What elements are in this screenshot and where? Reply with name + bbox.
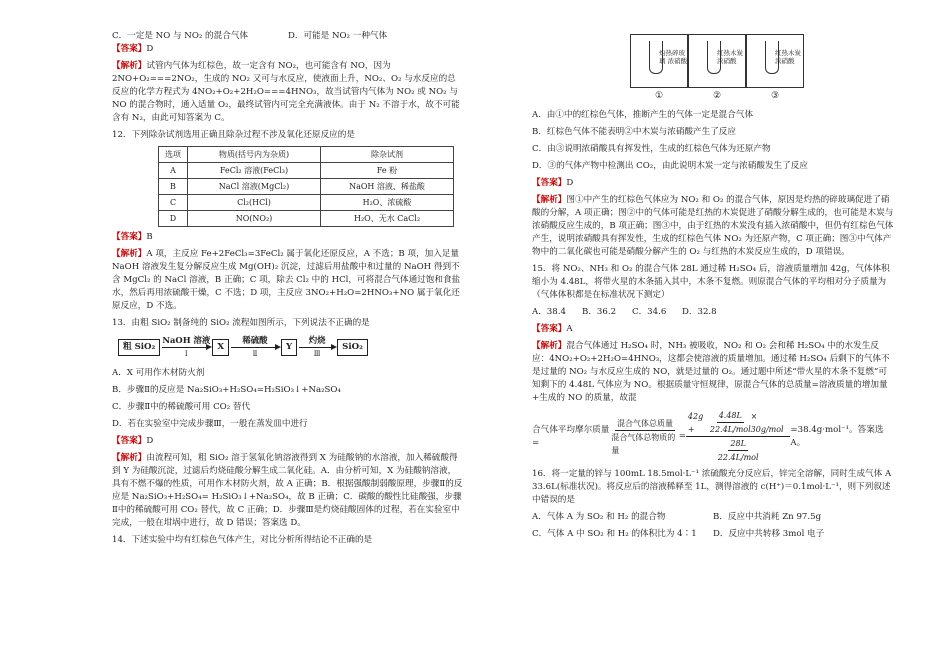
fraction-numerator: 混合气体总质量 — [615, 417, 675, 431]
experiment-tube-3 — [746, 34, 804, 88]
q13-option-a: A．X 可用作木材防火剂 — [112, 368, 205, 378]
table-header-cell: 物质(括号内为杂质) — [188, 147, 321, 163]
answer-11 — [112, 43, 464, 56]
flow-x-box: X — [212, 339, 229, 356]
flow-step-number: Ⅲ — [313, 350, 321, 358]
answer-tag: 【答案】 — [532, 324, 567, 334]
flow-arrow-3 — [299, 334, 335, 361]
experiment-tube-2 — [688, 34, 746, 88]
q14-option-a: A．由①中的红棕色气体，推断产生的气体一定是混合气体 — [532, 110, 754, 120]
option-c: C．一定是 NO 与 NO₂ 的混合气体 — [112, 31, 249, 41]
arrow-icon — [162, 347, 210, 348]
answer-tag: 【答案】 — [112, 44, 147, 54]
tube-number: ② — [712, 91, 722, 101]
answer-tag: 【答案】 — [112, 232, 147, 242]
molar-mass-formula — [532, 409, 894, 464]
option-d: D．32.8 — [682, 307, 717, 317]
left-column — [112, 30, 464, 551]
table-cell: A — [159, 163, 188, 179]
answer-value: B — [146, 232, 153, 242]
answer-14 — [532, 177, 894, 190]
question-14: 14．下述实验中均有红棕色气体产生，对比分析所得结论不正确的是 — [112, 535, 373, 545]
table-cell: H₂O、浓硫酸 — [321, 195, 454, 211]
explanation-tag: 【解析】 — [112, 249, 147, 259]
answer-value: D — [146, 44, 154, 54]
sio2-flow-diagram — [118, 334, 464, 361]
explanation-12 — [112, 248, 464, 313]
arrow-icon — [231, 347, 279, 348]
inner-fraction — [710, 409, 751, 436]
flow-step-number: Ⅰ — [184, 350, 188, 358]
answer-13 — [112, 435, 464, 448]
formula-tail: =38.4g·mol⁻¹。答案选 A。 — [790, 424, 884, 448]
fraction-denominator — [718, 437, 759, 464]
table-row — [159, 195, 454, 211]
inner-denominator: 22.4L/mol — [709, 425, 751, 434]
answer-tag: 【答案】 — [112, 436, 147, 446]
option-a: A．气体 A 为 SO₂ 和 H₂ 的混合物 — [532, 512, 666, 522]
table-cell: B — [159, 179, 188, 195]
tube-label: 红热木炭 浓硝酸 — [775, 49, 801, 65]
formula-fraction-2 — [686, 409, 791, 464]
option-b: B．反应中共消耗 Zn 97.5g — [713, 512, 822, 522]
table-header-row — [159, 147, 454, 163]
experiment-numbers — [630, 90, 894, 103]
question-12-table — [158, 146, 454, 227]
flow-start-box: 粗 SiO₂ — [118, 339, 160, 356]
table-cell: Fe 粉 — [321, 163, 454, 179]
explanation-13 — [112, 452, 464, 530]
explanation-text: 试管内气体为红棕色，故一定含有 NO₂，也可能含有 NO，因为 2NO+O₂===2NO₂，生成的 NO₂ 又可与水反应，使液面上升，NO₂、O₂ 与水反应的总反应的化学方程式为 4NO₂+O₂+2H₂O===4HNO₃，故当试管内气体为 NO₂ 或 NO₂ 与 NO 的混合物时，通入适量 O₂，最终试管内可完全充满液体。由于 N₂ 不溶于水，故不可能含有 N₂，由此可知答案为 C。 — [112, 61, 460, 123]
answer-value: D — [566, 178, 574, 188]
tube-label: 灼热碎玻璃 浓硝酸 — [659, 49, 688, 65]
inner-denominator: 22.4L/mol — [717, 453, 759, 462]
explanation-14 — [532, 194, 894, 259]
flow-y-box: Y — [281, 339, 297, 356]
flow-arrow-1 — [162, 334, 210, 361]
q16-options-row-1 — [532, 511, 894, 524]
inner-numerator: 28L — [728, 437, 748, 451]
explanation-text: 由流程可知，粗 SiO₂ 溶于氢氧化钠溶液得到 X 为硅酸钠的水溶液，加入稀硫酸得到 Y 为硅酸沉淀，过滤后灼烧硅酸分解生成二氧化硅。A．由分析可知，X 为硅酸钠溶液，具有不燃不爆的性质，可用作木材防火剂，故 A 正确；B．根据强酸制弱酸原理，步骤Ⅱ的反应是 Na₂SiO₃+H₂SO₄= H₂SiO₃↓+Na₂SO₄，故 B 正确；C．碳酸的酸性比硅酸强，步骤Ⅱ中的稀硫酸可用 CO₂ 替代，故 C 正确；D．步骤Ⅲ是灼烧硅酸固体的过程，若在实验室中完成，一般在坩埚中进行，故 D 错误；答案选 D。 — [112, 453, 463, 528]
table-cell: C — [159, 195, 188, 211]
table-cell: H₂O、无水 CaCl₂ — [321, 211, 454, 227]
q14-option-d: D．③的气体产物中检测出 CO₂，由此说明木炭一定与浓硝酸发生了反应 — [532, 161, 808, 171]
explanation-11 — [112, 60, 464, 125]
flow-step-label: 稀硫酸 — [242, 335, 268, 345]
table-cell: NaOH 溶液、稀盐酸 — [321, 179, 454, 195]
q15-options — [532, 306, 732, 319]
inner-numerator: 4.48L — [717, 409, 744, 423]
tube-number: ③ — [770, 91, 780, 101]
experiment-tube-1 — [630, 34, 688, 88]
answer-12 — [112, 231, 464, 244]
flow-end-box: SiO₂ — [337, 339, 368, 356]
q16-options-row-2 — [532, 528, 894, 541]
option-b: B．36.2 — [582, 307, 617, 317]
option-c: C．34.6 — [632, 307, 667, 317]
table-row — [159, 211, 454, 227]
formula-lead: 合气体平均摩尔质量= — [532, 424, 610, 448]
fraction-numerator — [686, 409, 791, 437]
flow-step-label: 灼烧 — [308, 335, 326, 345]
q14-option-c: C．由③说明浓硝酸具有挥发性，生成的红棕色气体为还原产物 — [532, 144, 771, 154]
question-13: 13．由粗 SiO₂ 制备纯的 SiO₂ 流程如图所示，下列说法不正确的是 — [112, 318, 370, 328]
option-d: D．反应中共转移 3mol 电子 — [713, 529, 825, 539]
option-c: C．气体 A 中 SO₂ 和 H₂ 的体积比为 4∶1 — [532, 529, 697, 539]
table-header-cell: 除杂试剂 — [321, 147, 454, 163]
table-cell: NaCl 溶液(MgCl₂) — [188, 179, 321, 195]
numerator-part: × 30g/mol — [750, 411, 784, 434]
explanation-tag: 【解析】 — [112, 61, 147, 71]
answer-value: A — [566, 324, 573, 334]
explanation-text: A 项，主反应 Fe+2FeCl₃=3FeCl₂ 属于氧化还原反应，A 不选；B 项，加入足量 NaOH 溶液发生复分解反应生成 Mg(OH)₂ 沉淀，过滤后用盐酸中和过量的 NaOH 得到不含 MgCl₂ 的 NaCl 溶液，B 正确；C 项，除去 Cl₂ 中的 HCl，可将混合气体通过饱和食盐水，然后再用浓硫酸干燥，C 不选；D 项，主反应 3NO₂+H₂O=2HNO₃+NO 属于氧化还原反应，D 不选。 — [112, 249, 461, 311]
explanation-tag: 【解析】 — [532, 195, 567, 205]
explanation-tag: 【解析】 — [532, 341, 567, 351]
flow-step-label: NaOH 溶液 — [162, 335, 211, 345]
question-16: 16．将一定量的锌与 100mL 18.5mol·L⁻¹ 浓硫酸充分反应后，锌完全溶解，同时生成气体 A 33.6L(标准状况)。将反应后的溶液稀释至 1L，测得溶液的 c(H⁺)＝0.1mol·L⁻¹，则下列叙述中错误的是 — [532, 469, 892, 505]
tube-label: 红热木炭 浓硝酸 — [717, 49, 743, 65]
explanation-text: 图①中产生的红棕色气体应为 NO₂ 和 O₂ 的混合气体，原因是灼热的碎玻璃促进了硝酸的分解，A 项正确；图②中的气体可能是红热的木炭促进了硝酸分解生成的，也可能是木炭与浓硝酸反应生成的，B 项正确；图③中，由于红热的木炭没有插入浓硝酸中，但仍有红棕色气体产生，说明浓硝酸具有挥发性，生成的红棕色气体 NO₂ 为还原产物，C 项正确；图③中气体产物中的二氧化碳也可能是硝酸分解产生的 O₂ 与红热的木炭反应生成的，D 项错误。 — [532, 195, 894, 257]
flow-step-number: Ⅱ — [252, 350, 258, 358]
table-cell: Cl₂(HCl) — [188, 195, 321, 211]
experiment-figure — [630, 34, 894, 88]
question-12: 12．下列除杂试剂选用正确且除杂过程不涉及氧化还原反应的是 — [112, 130, 355, 140]
q13-option-b: B．步骤Ⅱ的反应是 Na₂SiO₃+H₂SO₄=H₂SiO₃↓+Na₂SO₄ — [112, 385, 341, 395]
arrow-icon — [299, 347, 335, 348]
answer-tag: 【答案】 — [532, 178, 567, 188]
answer-15 — [532, 323, 894, 336]
table-cell: FeCl₂ 溶液(FeCl₃) — [188, 163, 321, 179]
explanation-tag: 【解析】 — [112, 453, 147, 463]
q14-option-b: B．红棕色气体不能表明②中木炭与浓硝酸产生了反应 — [532, 127, 736, 137]
option-d: D．可能是 NO₂ 一种气体 — [288, 31, 388, 41]
explanation-text: 混合气体通过 H₂SO₄ 时，NH₃ 被吸收，NO₂ 和 O₂ 会和稀 H₂SO₄ 中的水发生反应：4NO₂+O₂+2H₂O=4HNO₃，这都会使溶液的质量增加。通过稀 H₂SO₄ 后剩下的气体不是过量的 NO₂ 与水反应生成的 NO，就是过量的 O₂。通过题中所述“带火星的木条不复燃”可知剩下的 4.48L 气体应为 NO。根据质量守恒规律，原混合气体的总质量=溶液质量的增加量+生成的 NO 的质量，故混 — [532, 341, 890, 403]
table-cell: D — [159, 211, 188, 227]
formula-equals: = — [678, 431, 686, 441]
q13-option-d: D．若在实验室中完成步骤Ⅲ，一般在蒸发皿中进行 — [112, 419, 308, 429]
q13-option-c: C．步骤Ⅱ中的稀硫酸可用 CO₂ 替代 — [112, 402, 251, 412]
tube-number: ① — [654, 91, 664, 101]
formula-fraction-1 — [611, 417, 678, 457]
numerator-part: 42g + — [687, 411, 704, 434]
fraction-denominator: 混合气体总物质的量 — [611, 432, 676, 455]
flow-arrow-2 — [231, 334, 279, 361]
question-15: 15．将 NO₂、NH₃ 和 O₂ 的混合气体 28L 通过稀 H₂SO₄ 后，溶液质量增加 42g，气体体积缩小为 4.48L，将带火星的木条插入其中，木条不复燃。则原混合气体的平均相对分子质量为（气体体积都是在标准状况下测定） — [532, 264, 890, 300]
right-column — [532, 34, 894, 541]
answer-value: D — [146, 436, 154, 446]
q11-options — [112, 30, 464, 43]
table-row — [159, 163, 454, 179]
table-row — [159, 179, 454, 195]
table-cell: NO(NO₂) — [188, 211, 321, 227]
option-a: A．38.4 — [532, 307, 566, 317]
explanation-15 — [532, 340, 894, 405]
table-header-cell: 选项 — [159, 147, 188, 163]
